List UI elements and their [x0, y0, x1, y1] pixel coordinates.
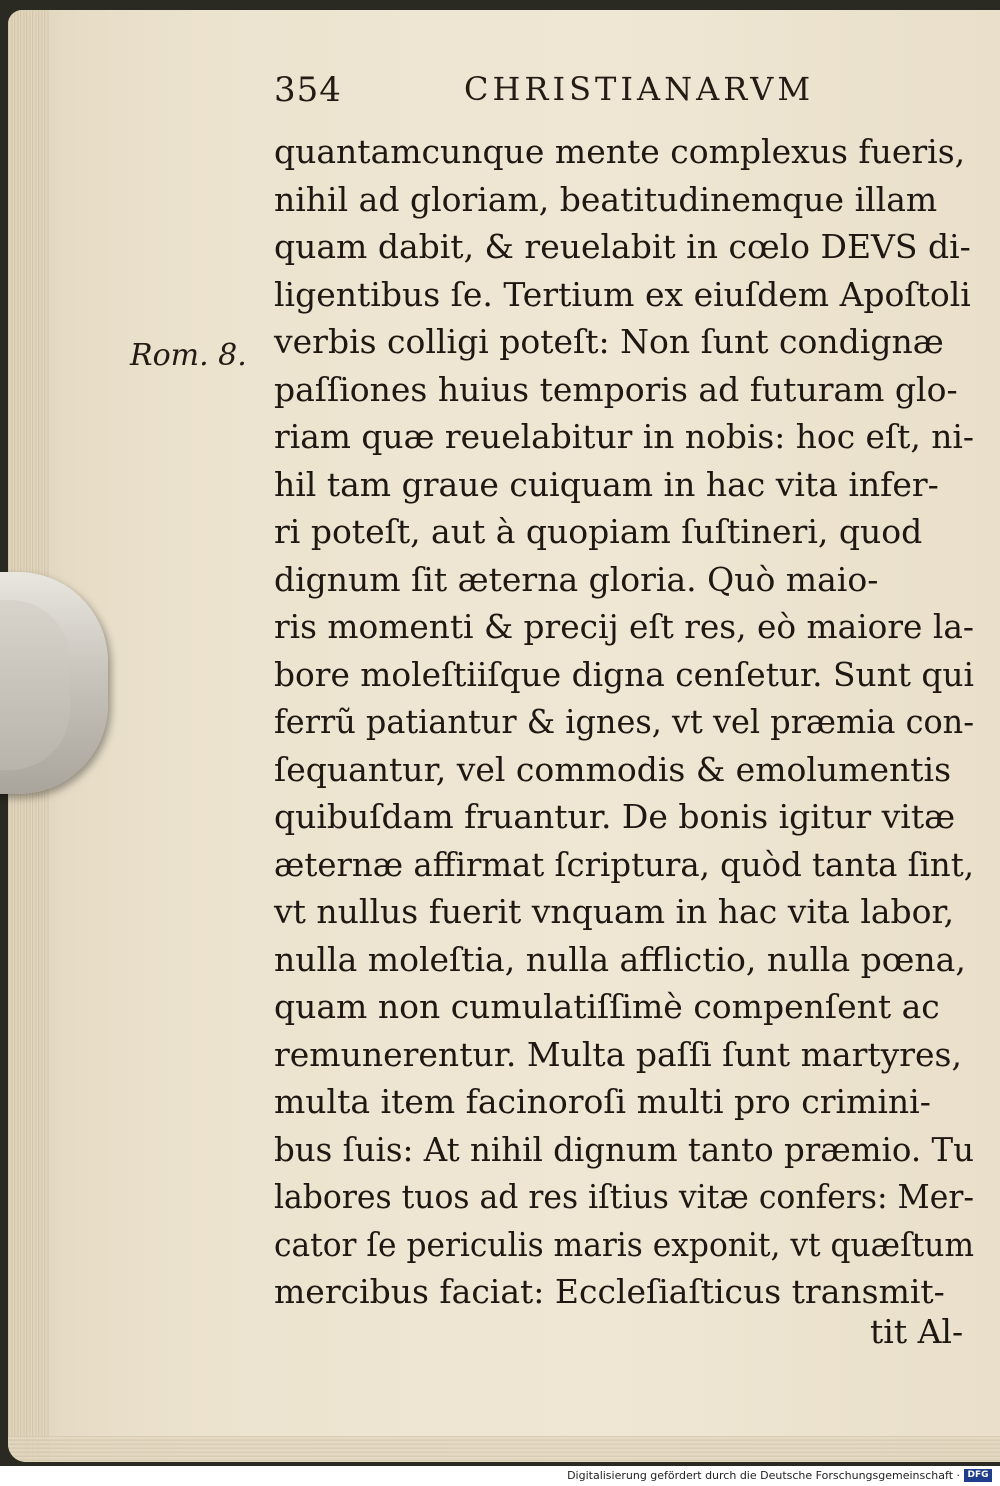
margin-note: Rom. 8.: [130, 338, 247, 373]
text-line: verbis colligi poteſt: Non ſunt condignæ: [274, 322, 944, 361]
page-bottom-edge: [8, 1436, 1000, 1462]
page-number: 354: [274, 70, 342, 110]
text-line: nihil ad gloriam, beatitudinemque illam: [274, 179, 938, 219]
text-line: quibuſdam fruantur. De bonis igitur vitæ: [274, 797, 956, 836]
text-line: bore moleſtiiſque digna cenſetur. Sunt qui: [274, 654, 974, 694]
text-line: multa item facinoroſi multi pro crimini-: [274, 1082, 931, 1121]
page-clip-inner: [0, 600, 70, 770]
text-line: paſſiones huius temporis ad futuram glo-: [274, 369, 958, 409]
text-line: ris momenti & precij eſt res, eò maiore la-: [274, 607, 974, 646]
text-line: quam non cumulatiſſimè compenſent ac: [274, 987, 940, 1026]
page-header: [270, 70, 970, 120]
body-text: [274, 128, 974, 1316]
funding-credit: Digitalisierung gefördert durch die Deutsche Forschungsgemeinschaft ·: [567, 1469, 960, 1482]
text-line: quam dabit, & reuelabit in cœlo DEVS di-: [274, 227, 971, 266]
catchword: tit Al-: [870, 1312, 964, 1351]
text-line: æternæ affirmat ſcriptura, quòd tanta ſint,: [274, 844, 974, 884]
text-line: ſequantur, vel commodis & emolumentis: [274, 749, 951, 789]
text-line: labores tuos ad res iſtius vitæ confers: Mer-: [274, 1177, 974, 1216]
text-line: remunerentur. Multa paſſi ſunt martyres,: [274, 1034, 962, 1074]
text-line: dignum ſit æterna gloria. Quò maio-: [274, 559, 879, 599]
text-line: riam quæ reuelabitur in nobis: hoc eſt, ni-: [274, 417, 974, 456]
text-line: quantamcunque mente complexus fueris,: [274, 132, 966, 171]
text-line: cator ſe periculis maris exponit, vt quæſtum: [274, 1224, 974, 1264]
text-line: ligentibus ſe. Tertium ex eiuſdem Apoſtoli: [274, 274, 971, 314]
text-line: hil tam graue cuiquam in hac vita infer-: [274, 464, 939, 504]
text-line: ferrũ patiantur & ignes, vt vel præmia con-: [274, 702, 974, 741]
book-page: [8, 10, 1000, 1462]
text-line: mercibus faciat: Eccleſiaſticus transmit-: [274, 1272, 945, 1311]
dfg-logo-icon: DFG: [964, 1469, 992, 1482]
text-line: bus ſuis: At nihil dignum tanto præmio. Tu: [274, 1129, 974, 1169]
running-head: CHRISTIANARVM: [464, 70, 815, 108]
text-line: vt nullus fuerit vnquam in hac vita labor,: [274, 892, 955, 931]
text-line: nulla moleſtia, nulla afflictio, nulla pœna,: [274, 939, 966, 979]
footer: [0, 1466, 1000, 1486]
text-line: ri poteſt, aut à quopiam ſuſtineri, quod: [274, 512, 923, 551]
